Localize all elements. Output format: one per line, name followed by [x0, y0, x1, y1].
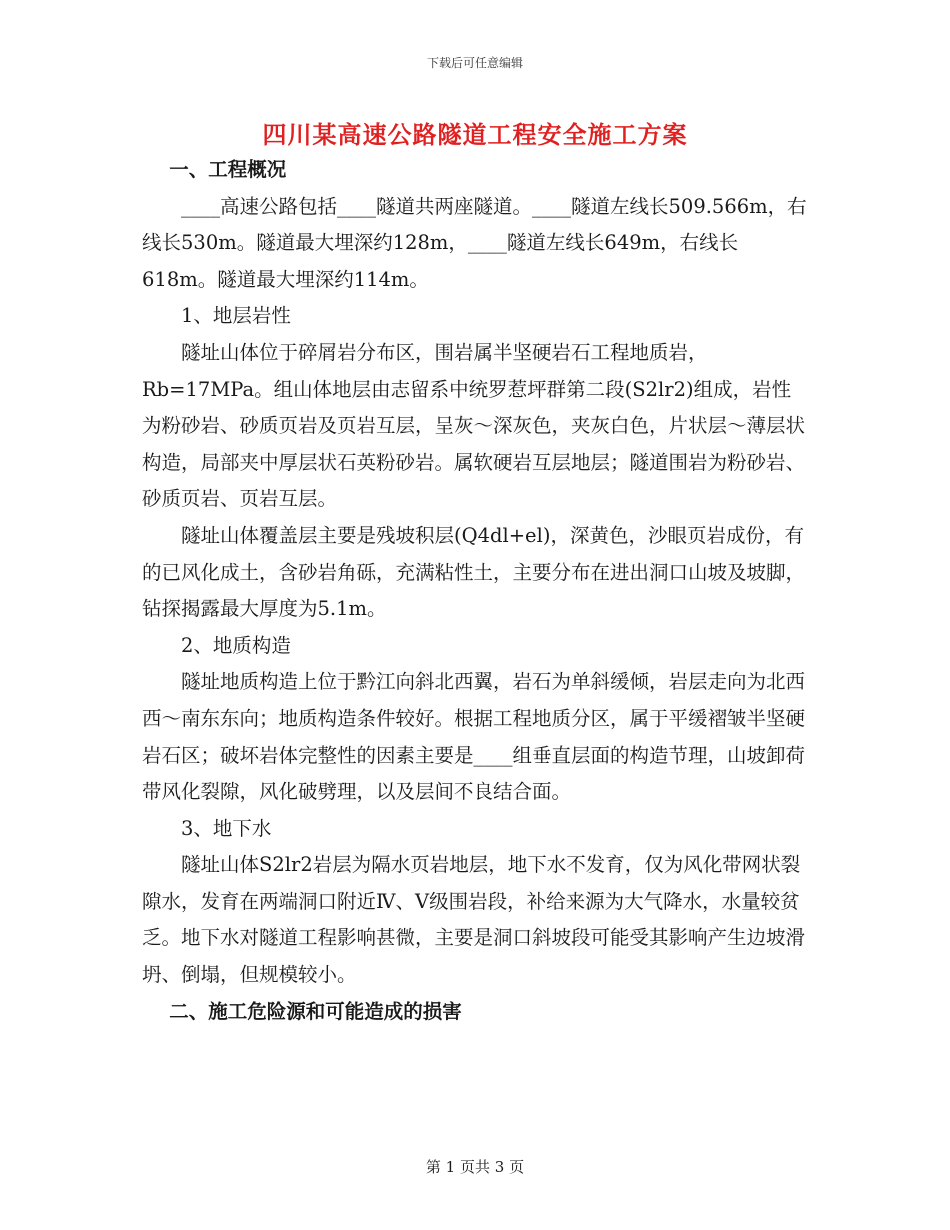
subsection-heading-lithology: 1、地层岩性: [181, 304, 291, 328]
paragraph-overview: ____高速公路包括____隧道共两座隧道。____隧道左线长509.566m，右线长530m。隧道最大埋深约128m，____隧道左线长649m，右线长618m。隧道最大埋深约114m。: [142, 194, 807, 291]
subsection-heading-groundwater: 3、地下水: [181, 816, 272, 840]
paragraph-structure: 隧址地质构造上位于黔江向斜北西翼，岩石为单斜缓倾，岩层走向为北西西～南东东向；地质构造条件较好。根据工程地质分区，属于平缓褶皱半坚硬岩石区；破坏岩体完整性的因素主要是____组垂直层面的构造节理，山坡卸荷带风化裂隙，风化破劈理，以及层间不良结合面。: [142, 670, 806, 804]
paragraph-lithology-1: 隧址山体位于碎屑岩分布区，围岩属半坚硬岩石工程地质岩，Rb=17MPa。组山体地层由志留系中统罗惹坪群第二段(S2lr2)组成，岩性为粉砂岩、砂质页岩及页岩互层，呈灰～深灰色，夹灰白色，片状层～薄层状构造，局部夹中厚层状石英粉砂岩。属软硬岩互层地层；隧道围岩为粉砂岩、砂质页岩、页岩互层。: [142, 340, 806, 511]
page-header-note: 下载后可任意编辑: [426, 56, 523, 70]
subsection-heading-structure: 2、地质构造: [181, 633, 291, 657]
page-number: 第 1 页共 3 页: [425, 1158, 525, 1176]
paragraph-groundwater: 隧址山体S2lr2岩层为隔水页岩地层，地下水不发育，仅为风化带网状裂隙水，发育在两端洞口附近Ⅳ、Ⅴ级围岩段，补给来源为大气降水，水量较贫乏。地下水对隧道工程影响甚微，主要是洞口斜坡段可能受其影响产生边坡滑坍、倒塌，但规模较小。: [142, 853, 806, 987]
document-body: [142, 152, 810, 1030]
section-heading-overview: 一、工程概况: [169, 158, 287, 181]
paragraph-lithology-2: 隧址山体覆盖层主要是残坡积层(Q4dl+el)，深黄色，沙眼页岩成份，有的已风化成土，含砂岩角砾，充满粘性土，主要分布在进出洞口山坡及坡脚，钻探揭露最大厚度为5.1m。: [142, 523, 806, 621]
section-heading-hazards: 二、施工危险源和可能造成的损害: [169, 999, 462, 1023]
document-title: 四川某高速公路隧道工程安全施工方案: [262, 120, 688, 149]
